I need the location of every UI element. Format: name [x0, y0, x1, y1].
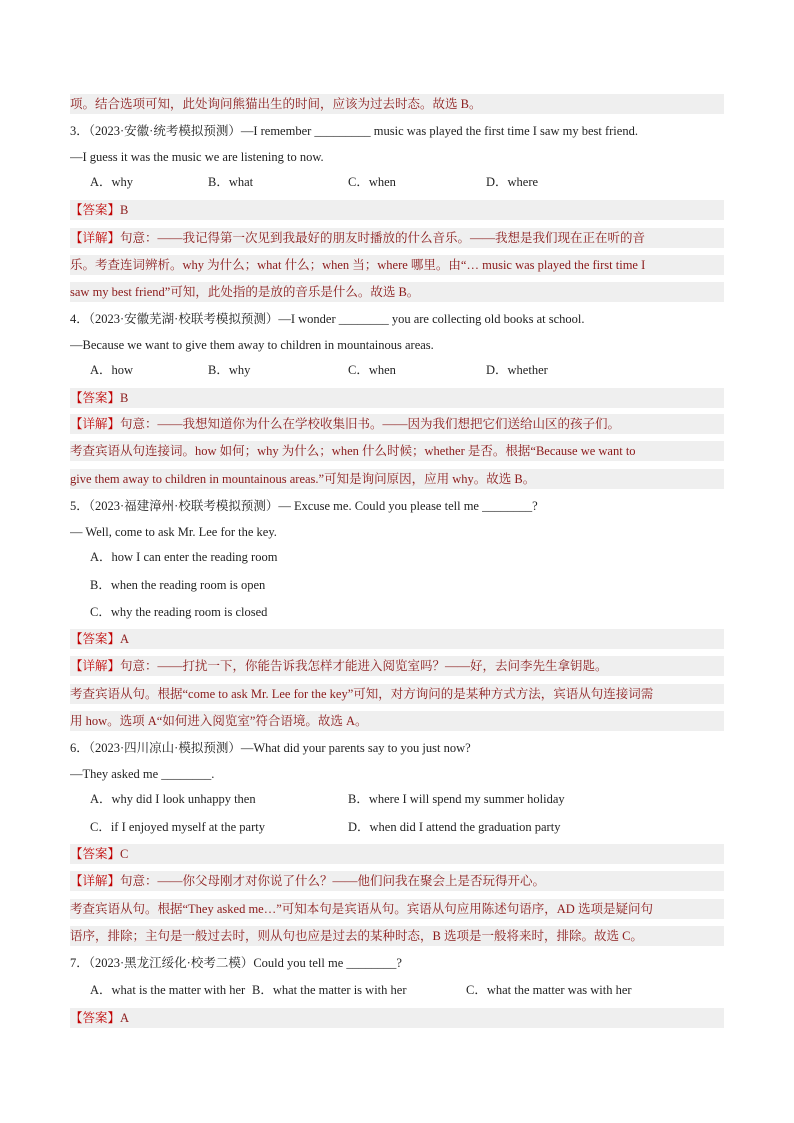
- option-c: C．when: [348, 363, 396, 377]
- answer-tag: 【答案】: [70, 847, 121, 861]
- question-4-options: [70, 360, 724, 380]
- question-3-options: [70, 172, 724, 192]
- question-5-detail-line-2: 考查宾语从句。根据“come to ask Mr. Lee for the key”可知，对方询问的是某种方式方法，宾语从句连接词需: [70, 684, 724, 704]
- option-c: C．what the matter was with her: [466, 983, 632, 997]
- detail-tag: 【详解】: [70, 659, 121, 673]
- question-5-detail-line-3: 用 how。选项 A“如何进入阅览室”符合语境。故选 A。: [70, 711, 724, 731]
- option-a: A．why did I look unhappy then: [90, 792, 256, 806]
- question-3-detail-line-3: saw my best friend”可知，此处指的是放的音乐是什么。故选 B。: [70, 282, 724, 302]
- question-7-options: [70, 980, 724, 1000]
- option-a: A．why: [90, 175, 134, 189]
- question-6-detail-line-3: 语序，排除；主句是一般过去时，则从句也应是过去的某种时态，B 选项是一般将来时，排除。故选 C。: [70, 926, 724, 946]
- detail-text: 句意：——你父母刚才对你说了什么？——他们问我在聚会上是否玩得开心。: [120, 874, 546, 888]
- option-d: D．where: [486, 175, 539, 189]
- detail-tag: 【详解】: [70, 874, 121, 888]
- option-a: A．how: [90, 363, 134, 377]
- question-5-stem: 5．（2023·福建漳州·校联考模拟预测）— Excuse me. Could you please tell me ________?: [70, 499, 538, 513]
- option-b: B．why: [208, 363, 251, 377]
- question-6-answer: [70, 844, 724, 864]
- detail-tag: 【详解】: [70, 417, 121, 431]
- question-5-option-b: B．when the reading room is open: [90, 578, 266, 592]
- question-5-reply: — Well, come to ask Mr. Lee for the key.: [70, 525, 277, 539]
- previous-explanation-tail: 项。结合选项可知，此处询问熊猫出生的时间，应该为过去时态。故选 B。: [70, 94, 724, 114]
- answer-value: C: [120, 847, 129, 861]
- question-3-answer: [70, 200, 724, 220]
- option-a: A．what is the matter with her: [90, 983, 246, 997]
- question-6-reply: —They asked me ________.: [70, 767, 215, 781]
- question-4-answer: [70, 388, 724, 408]
- question-6-options-row-2: [70, 817, 724, 837]
- answer-tag: 【答案】: [70, 203, 121, 217]
- question-4-detail-line-2: 考查宾语从句连接词。how 如何；why 为什么；when 什么时候；whether 是否。根据“Because we want to: [70, 441, 724, 461]
- question-4-reply: —Because we want to give them away to children in mountainous areas.: [70, 338, 434, 352]
- question-5-option-c: C．why the reading room is closed: [90, 605, 268, 619]
- question-3-reply: —I guess it was the music we are listening to now.: [70, 150, 324, 164]
- detail-text: 句意：——打扰一下，你能告诉我怎样才能进入阅览室吗？——好，去问李先生拿钥匙。: [120, 659, 608, 673]
- option-b: B．what the matter is with her: [252, 983, 407, 997]
- question-6-detail-line-2: 考查宾语从句。根据“They asked me…”可知本句是宾语从句。宾语从句应用陈述句语序，AD 选项是疑问句: [70, 899, 724, 919]
- question-4-detail-line-1: [70, 414, 724, 434]
- answer-value: A: [120, 632, 130, 646]
- detail-text: 句意：——我记得第一次见到我最好的朋友时播放的什么音乐。——我想是我们现在正在听的音: [120, 231, 646, 245]
- answer-value: B: [120, 391, 129, 405]
- question-4-detail-line-3: give them away to children in mountainous areas.”可知是询问原因，应用 why。故选 B。: [70, 469, 724, 489]
- option-d: D．whether: [486, 363, 548, 377]
- answer-value: B: [120, 203, 129, 217]
- question-4-stem: 4．（2023·安徽芜湖·校联考模拟预测）—I wonder ________ you are collecting old books at school.: [70, 312, 585, 326]
- question-5-answer: [70, 629, 724, 649]
- answer-tag: 【答案】: [70, 1011, 121, 1025]
- question-5-detail-line-1: [70, 656, 724, 676]
- question-7-answer: [70, 1008, 724, 1028]
- question-3-detail-line-2: 乐。考查连词辨析。why 为什么；what 什么；when 当；where 哪里。由“… music was played the first time I: [70, 255, 724, 275]
- answer-tag: 【答案】: [70, 632, 121, 646]
- question-6-detail-line-1: [70, 871, 724, 891]
- question-5-option-a: A．how I can enter the reading room: [90, 550, 278, 564]
- question-7-stem: 7．（2023·黑龙江绥化·校考二模）Could you tell me ________?: [70, 956, 402, 970]
- option-d: D．when did I attend the graduation party: [348, 820, 561, 834]
- question-6-options-row-1: [70, 789, 724, 809]
- answer-value: A: [120, 1011, 130, 1025]
- question-3-stem: 3．（2023·安徽·统考模拟预测）—I remember _________ music was played the first time I saw my best friend.: [70, 124, 638, 138]
- option-b: B．where I will spend my summer holiday: [348, 792, 565, 806]
- option-c: C．if I enjoyed myself at the party: [90, 820, 265, 834]
- option-b: B．what: [208, 175, 254, 189]
- question-6-stem: 6．（2023·四川凉山·模拟预测）—What did your parents say to you just now?: [70, 741, 471, 755]
- detail-tag: 【详解】: [70, 231, 121, 245]
- answer-tag: 【答案】: [70, 391, 121, 405]
- option-c: C．when: [348, 175, 396, 189]
- question-3-detail-line-1: [70, 228, 724, 248]
- detail-text: 句意：——我想知道你为什么在学校收集旧书。——因为我们想把它们送给山区的孩子们。: [120, 417, 621, 431]
